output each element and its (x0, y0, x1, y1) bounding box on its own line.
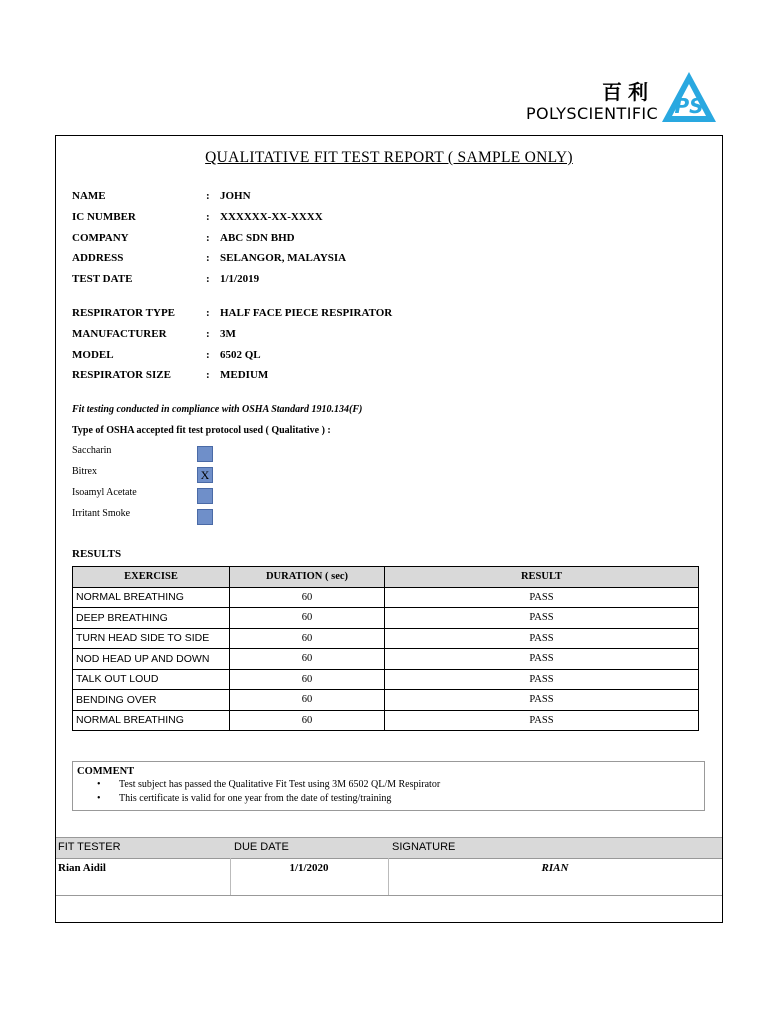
table-row (73, 628, 699, 649)
field-label: ADDRESS (72, 252, 124, 265)
comment-box (72, 761, 705, 811)
logo-chinese-text: 百利 (602, 80, 654, 104)
field-separator: : (206, 369, 210, 382)
protocol-heading: Type of OSHA accepted fit test protocol used ( Qualitative ) : (72, 425, 331, 436)
signature-values-row (56, 858, 722, 895)
due-date-value: 1/1/2020 (289, 862, 329, 874)
duration-cell: 60 (230, 710, 385, 731)
field-value: SELANGOR, MALAYSIA (220, 252, 347, 265)
field-label: MANUFACTURER (72, 327, 167, 340)
field-value: 1/1/2019 (220, 273, 260, 286)
table-row (73, 710, 699, 731)
due-date-header: DUE DATE (234, 841, 289, 853)
fit-tester-name: Rian Aidil (58, 862, 106, 874)
protocol-label: Bitrex (72, 466, 97, 477)
table-row (73, 608, 699, 629)
result-cell: PASS (385, 710, 699, 731)
bullet-icon: • (97, 779, 101, 790)
exercise-cell: NORMAL BREATHING (73, 710, 230, 731)
protocol-label: Irritant Smoke (72, 508, 131, 519)
duration-cell: 60 (230, 587, 385, 608)
bullet-icon: • (97, 793, 101, 804)
result-cell: PASS (385, 628, 699, 649)
field-label: IC NUMBER (72, 210, 136, 223)
protocol-label: Isoamyl Acetate (72, 487, 137, 498)
field-value: ABC SDN BHD (220, 231, 295, 244)
exercise-cell: BENDING OVER (73, 690, 230, 711)
protocol-option (72, 487, 137, 498)
field-separator: : (206, 307, 210, 319)
duration-cell: 60 (230, 649, 385, 670)
result-cell: PASS (385, 608, 699, 629)
comment-text: Test subject has passed the Qualitative Fit Test using 3M 6502 QL/M Respirator (119, 779, 441, 790)
table-row (73, 669, 699, 690)
svg-text:PS: PS (674, 94, 704, 118)
protocol-label: Saccharin (72, 445, 112, 456)
duration-header: DURATION ( sec) (230, 567, 385, 588)
protocol-checkbox[interactable]: X (197, 467, 213, 483)
result-cell: PASS (385, 669, 699, 690)
field-value: 6502 QL (220, 348, 261, 361)
report-frame (55, 135, 723, 923)
result-cell: PASS (385, 587, 699, 608)
exercise-cell: NORMAL BREATHING (73, 587, 230, 608)
duration-cell: 60 (230, 690, 385, 711)
result-cell: PASS (385, 649, 699, 670)
protocol-option (72, 466, 210, 482)
signature-header-row (56, 837, 722, 859)
field-separator: : (206, 210, 210, 223)
fit-tester-header: FIT TESTER (58, 841, 121, 853)
footer-divider (56, 895, 722, 896)
duration-cell: 60 (230, 608, 385, 629)
field-value: JOHN (220, 190, 251, 202)
field-value: XXXXXX-XX-XXXX (220, 210, 323, 223)
protocol-checkbox[interactable] (197, 488, 213, 504)
field-separator: : (206, 252, 210, 265)
field-label: RESPIRATOR SIZE (72, 369, 171, 382)
protocol-checkbox[interactable] (197, 446, 213, 462)
protocol-option (72, 445, 111, 456)
protocol-checkbox[interactable] (197, 509, 213, 525)
results-label: RESULTS (72, 548, 122, 560)
field-separator: : (206, 327, 210, 340)
field-value: 3M (220, 327, 236, 340)
field-value: HALF FACE PIECE RESPIRATOR (220, 307, 393, 319)
results-header-row (73, 567, 699, 588)
field-separator: : (206, 273, 210, 286)
exercise-cell: TURN HEAD SIDE TO SIDE (73, 628, 230, 649)
polyscientific-mark-icon (660, 70, 718, 124)
logo-english-text: POLYSCIENTIFIC (526, 104, 659, 123)
duration-cell: 60 (230, 628, 385, 649)
field-separator: : (206, 190, 210, 202)
result-cell: PASS (385, 690, 699, 711)
compliance-note: Fit testing conducted in compliance with OSHA Standard 1910.134(F) (72, 404, 363, 415)
table-row (73, 649, 699, 670)
comment-text: This certificate is valid for one year from the date of testing/training (119, 793, 392, 804)
exercise-cell: NOD HEAD UP AND DOWN (73, 649, 230, 670)
table-row (73, 690, 699, 711)
field-label: COMPANY (72, 231, 129, 244)
field-separator: : (206, 348, 210, 361)
field-value: MEDIUM (220, 369, 269, 382)
signature-value: RIAN (541, 862, 569, 874)
results-table (72, 566, 699, 731)
result-header: RESULT (385, 567, 699, 588)
report-title: QUALITATIVE FIT TEST REPORT ( SAMPLE ONLY) (205, 149, 573, 166)
company-logo (526, 70, 718, 126)
field-separator: : (206, 231, 210, 244)
field-label: MODEL (72, 348, 114, 361)
field-label: RESPIRATOR TYPE (72, 307, 175, 319)
field-label: TEST DATE (72, 273, 133, 286)
protocol-option (72, 508, 130, 519)
exercise-cell: DEEP BREATHING (73, 608, 230, 629)
exercise-cell: TALK OUT LOUD (73, 669, 230, 690)
exercise-header: EXERCISE (73, 567, 230, 588)
duration-cell: 60 (230, 669, 385, 690)
field-label: NAME (72, 190, 106, 202)
table-row (73, 587, 699, 608)
signature-header: SIGNATURE (392, 841, 456, 853)
comment-bullet (97, 779, 440, 790)
comment-heading: COMMENT (77, 766, 135, 777)
comment-bullet (97, 793, 391, 804)
